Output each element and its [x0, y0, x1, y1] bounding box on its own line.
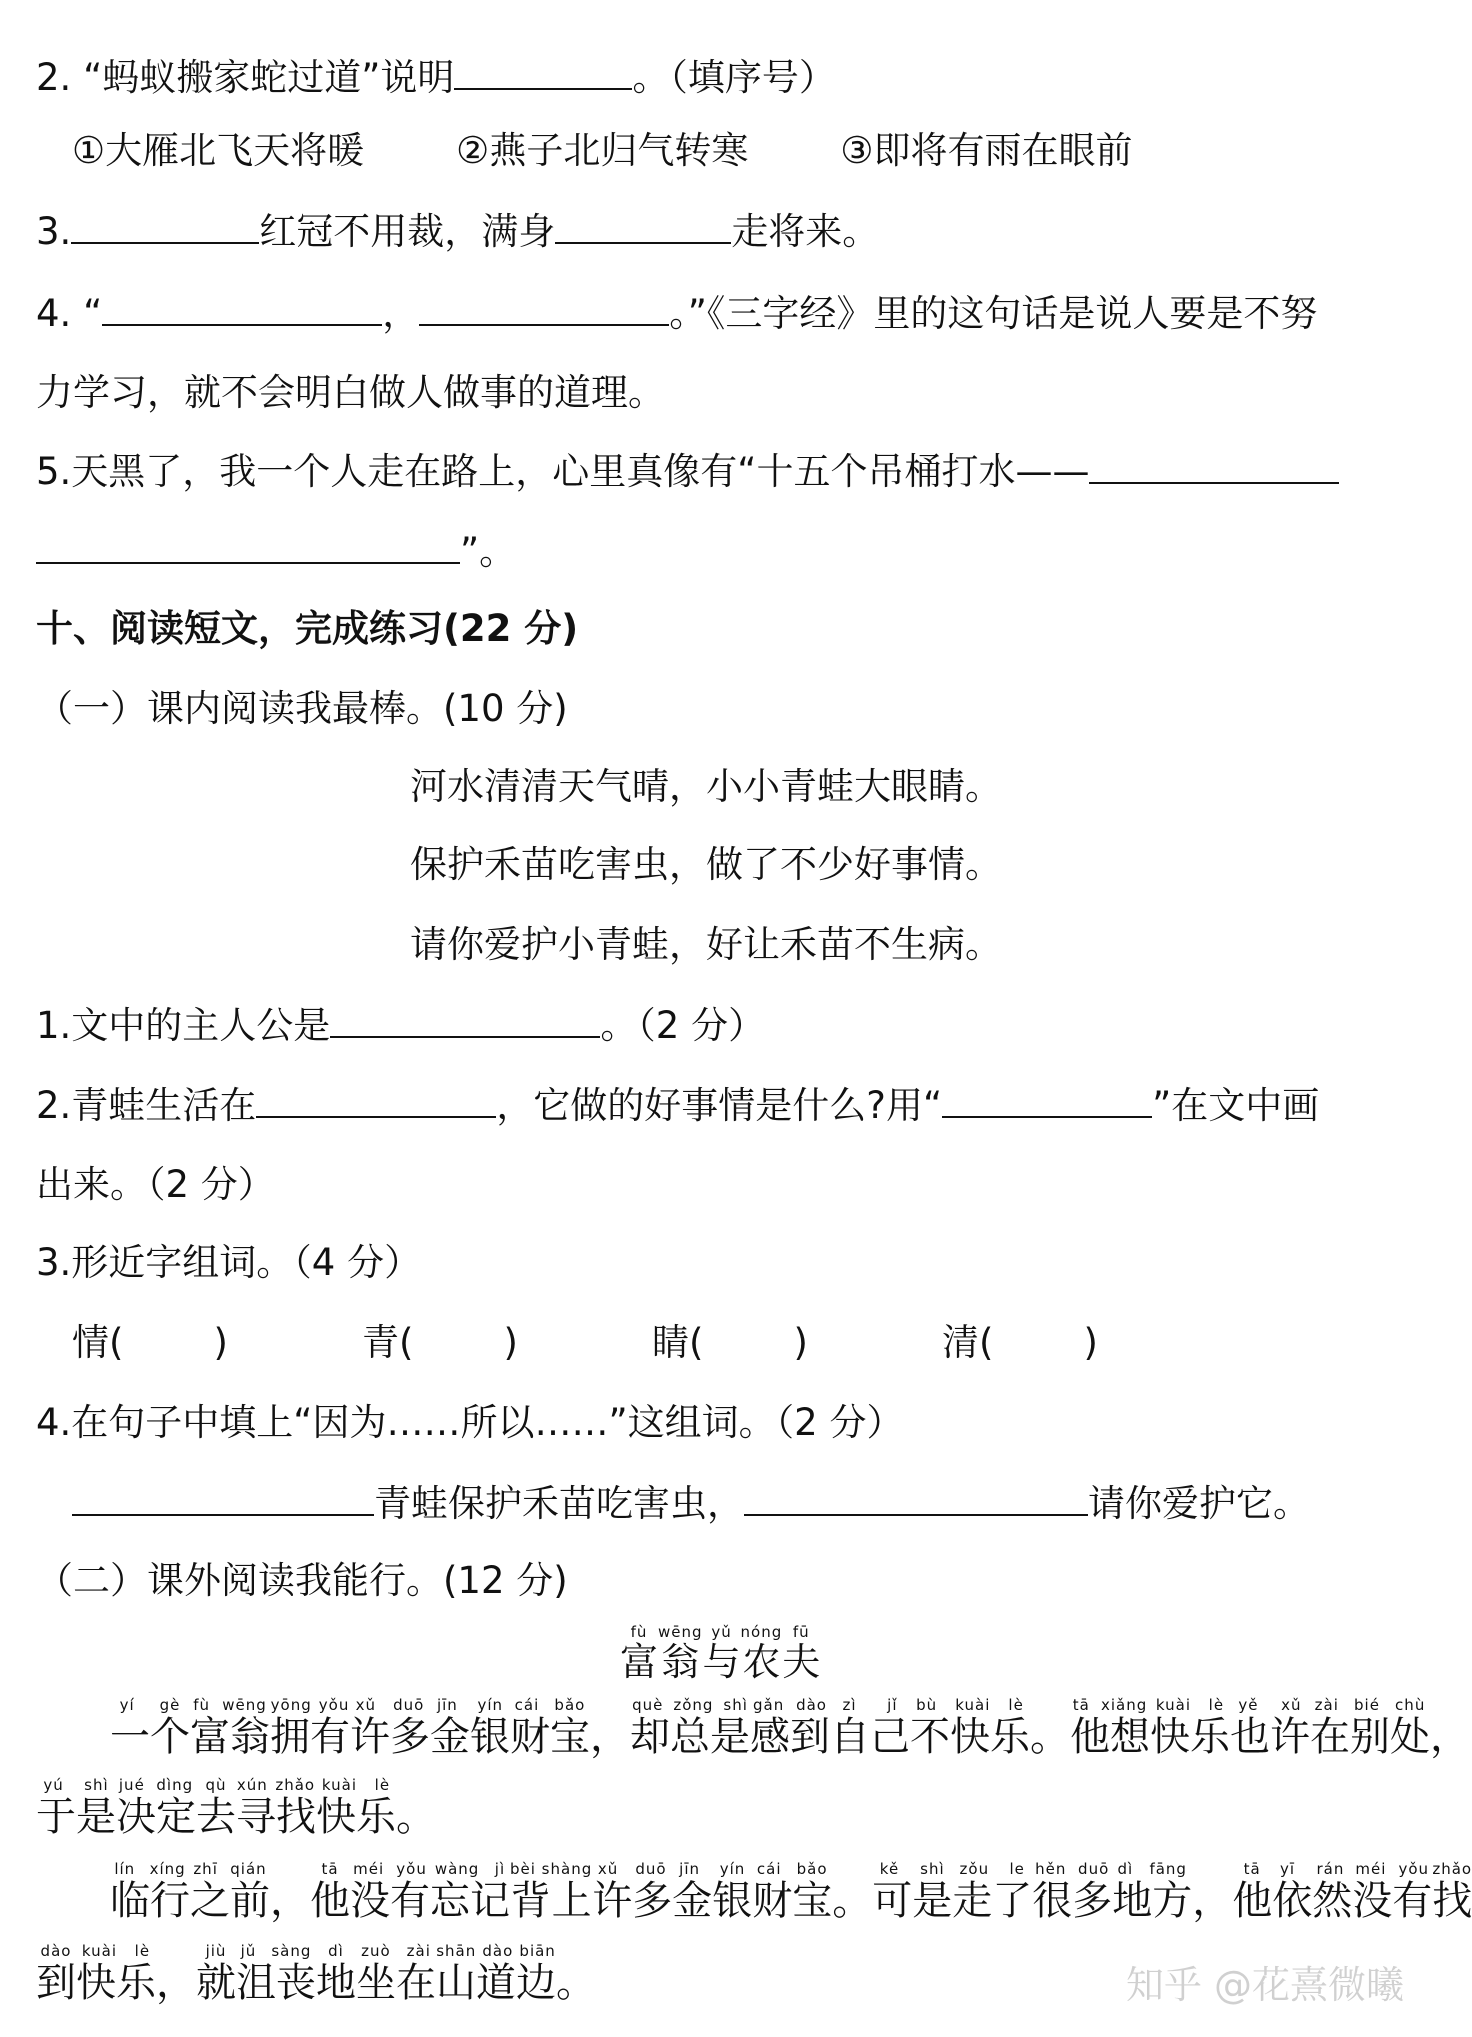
ruby-word: 地方dì fāng	[1112, 1860, 1193, 1924]
option-2: ②燕子北归气转寒	[456, 129, 749, 172]
answer-blank[interactable]	[454, 52, 632, 90]
ruby-word: 一个yí gè	[110, 1696, 190, 1760]
question-text: 2. “蚂蚁搬家蛇过道”说明	[36, 56, 455, 99]
pinyin: zài bié chù	[1310, 1696, 1430, 1714]
pinyin: lín xíng	[110, 1860, 190, 1878]
ruby-word: 沮丧jǔ sàng	[236, 1942, 316, 2006]
answer-blank[interactable]	[744, 1478, 1088, 1516]
pinyin: kuài lè	[1150, 1696, 1230, 1714]
question-text: 走将来。	[731, 210, 880, 253]
pinyin: fū	[782, 1623, 821, 1641]
ruby-word: 。	[556, 1960, 596, 2006]
word-item[interactable]: 情( )	[72, 1321, 228, 1364]
story-line	[36, 1776, 436, 1858]
ruby-word: 依然yī rán	[1272, 1860, 1353, 1924]
pinyin: fù wēng	[190, 1696, 270, 1714]
q10-3-line: 3.形近字组词。（4 分）	[36, 1241, 422, 1284]
pinyin: méi yǒu	[1352, 1860, 1433, 1878]
pinyin: yě xǔ	[1230, 1696, 1310, 1714]
pinyin: yǔ	[702, 1623, 741, 1641]
ruby-word: 快乐kuài lè	[76, 1942, 156, 2006]
ruby-word: 与yǔ	[702, 1623, 741, 1684]
pinyin: xún zhǎo	[236, 1776, 316, 1794]
pinyin: nóng	[740, 1623, 783, 1641]
ruby-word: 没有méi yǒu	[350, 1860, 430, 1924]
pinyin: tā	[1232, 1860, 1273, 1878]
pinyin: tā xiǎng	[1070, 1696, 1150, 1714]
ruby-word: 去qù	[196, 1776, 236, 1840]
pinyin: yōng yǒu	[270, 1696, 350, 1714]
question-text: 。（填序号）	[632, 56, 836, 99]
ruby-word: 财宝cái bǎo	[752, 1860, 833, 1924]
ruby-word: 翁wēng	[658, 1623, 703, 1684]
ruby-word: 快乐kuài lè	[1150, 1696, 1230, 1760]
q10-4-line: 4.在句子中填上“因为……所以……”这组词。（2 分）	[36, 1401, 904, 1444]
ruby-word: 于是yú shì	[36, 1776, 116, 1840]
ruby-word: 临行lín xíng	[110, 1860, 190, 1924]
pinyin: dì fāng	[1112, 1860, 1193, 1878]
pinyin	[270, 1860, 310, 1878]
pinyin: zhī qián	[190, 1860, 270, 1878]
section-heading: 十、阅读短文，完成练习(22 分)	[36, 607, 579, 650]
answer-blank[interactable]	[256, 1080, 496, 1118]
pinyin: wēng	[658, 1623, 703, 1641]
ruby-word: 决定jué dìng	[116, 1776, 196, 1840]
answer-blank[interactable]	[1089, 446, 1339, 484]
pinyin: cái bǎo	[752, 1860, 833, 1878]
ruby-word: ，	[270, 1878, 310, 1924]
question-text: 4. “	[36, 292, 103, 335]
pinyin	[832, 1860, 872, 1878]
q10-1-line	[36, 1000, 765, 1050]
q10-4-fill	[72, 1478, 1310, 1528]
ruby-word: 。	[832, 1878, 872, 1924]
poem-line: 请你爱护小青蛙，好让禾苗不生病。	[410, 923, 1002, 966]
ruby-word: 却总是què zǒng shì	[630, 1696, 750, 1760]
question-text: 红冠不用裁，满身	[259, 210, 556, 253]
answer-blank[interactable]	[419, 288, 669, 326]
word-item[interactable]: 睛( )	[652, 1321, 808, 1364]
ruby-word: 可是kě shì	[872, 1860, 953, 1924]
q9-2-line	[36, 52, 836, 102]
q9-3-line	[36, 206, 879, 256]
ruby-word: 背上bèi shàng	[510, 1860, 593, 1924]
pinyin: què zǒng shì	[630, 1696, 750, 1714]
q10-2-line2: 出来。（2 分）	[36, 1163, 275, 1206]
question-text: 请你爱护它。	[1088, 1482, 1310, 1525]
word-item[interactable]: 青( )	[362, 1321, 518, 1364]
poem-line: 河水清清天气晴，小小青蛙大眼睛。	[410, 765, 1002, 808]
ruby-word: 没有méi yǒu	[1352, 1860, 1433, 1924]
answer-blank[interactable]	[102, 288, 382, 326]
word-item[interactable]: 清( )	[942, 1321, 1098, 1364]
subsection-heading: （一）课内阅读我最棒。(10 分)	[36, 687, 568, 730]
ruby-word: 许多xǔ duō	[350, 1696, 430, 1760]
pinyin: fù	[620, 1623, 659, 1641]
question-text: ”在文中画	[1152, 1084, 1320, 1127]
pinyin: méi yǒu	[350, 1860, 430, 1878]
pinyin: shān dào biān	[436, 1942, 556, 1960]
answer-blank[interactable]	[330, 1000, 600, 1038]
pinyin: zhǎo	[1432, 1860, 1472, 1878]
answer-blank[interactable]	[72, 1478, 374, 1516]
ruby-word: 也许yě xǔ	[1230, 1696, 1310, 1760]
pinyin: jīn yín	[672, 1860, 753, 1878]
pinyin: qù	[196, 1776, 236, 1794]
pinyin: yú shì	[36, 1776, 116, 1794]
q10-2-line	[36, 1080, 1319, 1130]
pinyin: zuò zài	[356, 1942, 436, 1960]
q9-4-line2: 力学习，就不会明白做人做事的道理。	[36, 371, 665, 414]
answer-blank[interactable]	[36, 526, 460, 564]
pinyin	[1192, 1860, 1232, 1878]
pinyin: jiù	[196, 1942, 236, 1960]
ruby-word: ，	[1192, 1878, 1232, 1924]
option-3: ③即将有雨在眼前	[840, 129, 1133, 172]
ruby-word: 很多hěn duō	[1032, 1860, 1113, 1924]
q9-5-line	[36, 446, 1339, 496]
ruby-word: 。	[1030, 1714, 1070, 1760]
q9-2-options	[72, 126, 1133, 176]
pinyin: kuài lè	[316, 1776, 396, 1794]
pinyin: wàng jì	[430, 1860, 510, 1878]
pinyin: kě shì	[872, 1860, 953, 1878]
pinyin: xǔ duō	[592, 1860, 673, 1878]
story-line	[110, 1696, 1470, 1778]
pinyin	[1030, 1696, 1070, 1714]
pinyin: jīn yín	[430, 1696, 510, 1714]
question-text: 青蛙保护禾苗吃害虫，	[374, 1482, 744, 1525]
ruby-word: 金银jīn yín	[672, 1860, 753, 1924]
pinyin: jǔ sàng	[236, 1942, 316, 1960]
ruby-word: ，	[1430, 1714, 1470, 1760]
pinyin: cái bǎo	[510, 1696, 590, 1714]
ruby-word: 快乐kuài lè	[316, 1776, 396, 1840]
ruby-word: 在别处zài bié chù	[1310, 1696, 1430, 1760]
pinyin: hěn duō	[1032, 1860, 1113, 1878]
question-text: 。”《三字经》里的这句话是说人要是不努	[669, 292, 1318, 335]
pinyin: dì	[316, 1942, 356, 1960]
pinyin: dào	[36, 1942, 76, 1960]
ruby-word: 农nóng	[740, 1623, 783, 1684]
ruby-word: 他tā	[1232, 1860, 1273, 1924]
question-text: 1.文中的主人公是	[36, 1004, 331, 1047]
ruby-word: 到dào	[36, 1942, 76, 2006]
ruby-word: 寻找xún zhǎo	[236, 1776, 316, 1840]
pinyin	[556, 1942, 596, 1960]
ruby-word: 拥有yōng yǒu	[270, 1696, 350, 1760]
pinyin: zì jǐ	[830, 1696, 910, 1714]
pinyin: bù kuài lè	[910, 1696, 1030, 1714]
story-title	[620, 1622, 820, 1702]
story-line	[36, 1942, 596, 2024]
ruby-word: ，	[590, 1714, 630, 1760]
ruby-word: 富fù	[620, 1623, 659, 1684]
ruby-word: 。	[396, 1794, 436, 1840]
question-text: 2.青蛙生活在	[36, 1084, 257, 1127]
pinyin: jué dìng	[116, 1776, 196, 1794]
ruby-word: 坐在zuò zài	[356, 1942, 436, 2006]
ruby-word: 财宝cái bǎo	[510, 1696, 590, 1760]
ruby-word: ，	[156, 1960, 196, 2006]
ruby-word: 之前zhī qián	[190, 1860, 270, 1924]
answer-blank[interactable]	[71, 206, 259, 244]
ruby-word: 忘记wàng jì	[430, 1860, 510, 1924]
story-line	[110, 1860, 1472, 1942]
ruby-word: 他想tā xiǎng	[1070, 1696, 1150, 1760]
ruby-word: 自己zì jǐ	[830, 1696, 910, 1760]
ruby-word: 许多xǔ duō	[592, 1860, 673, 1924]
answer-blank[interactable]	[555, 206, 731, 244]
ruby-word: 山道边shān dào biān	[436, 1942, 556, 2006]
pinyin: zǒu le	[952, 1860, 1033, 1878]
watermark: 知乎 @花熹微曦	[1125, 1963, 1404, 2007]
pinyin: xǔ duō	[350, 1696, 430, 1714]
pinyin: tā	[310, 1860, 350, 1878]
pinyin	[1430, 1696, 1470, 1714]
question-text: ，	[382, 292, 420, 335]
q9-5-line2	[36, 526, 516, 576]
poem-line: 保护禾苗吃害虫，做了不少好事情。	[410, 843, 1002, 886]
q9-4-line	[36, 288, 1317, 338]
ruby-word: 走了zǒu le	[952, 1860, 1033, 1924]
ruby-word: 夫fū	[782, 1623, 821, 1684]
question-text: ”。	[460, 530, 517, 573]
question-text: 3.	[36, 210, 72, 253]
ruby-word: 金银jīn yín	[430, 1696, 510, 1760]
ruby-word: 不快乐bù kuài lè	[910, 1696, 1030, 1760]
question-text: 5.天黑了，我一个人走在路上，心里真像有“十五个吊桶打水——	[36, 450, 1090, 493]
question-text: 。（2 分）	[600, 1004, 766, 1047]
answer-blank[interactable]	[942, 1080, 1152, 1118]
subsection-heading: （二）课外阅读我能行。(12 分)	[36, 1559, 568, 1602]
pinyin: gǎn dào	[750, 1696, 830, 1714]
ruby-word: 地dì	[316, 1942, 356, 2006]
question-text: ，它做的好事情是什么?用“	[496, 1084, 943, 1127]
pinyin: yí gè	[110, 1696, 190, 1714]
pinyin: kuài lè	[76, 1942, 156, 1960]
pinyin	[590, 1696, 630, 1714]
pinyin	[156, 1942, 196, 1960]
option-1: ①大雁北飞天将暖	[72, 129, 365, 172]
pinyin: bèi shàng	[510, 1860, 593, 1878]
ruby-word: 找zhǎo	[1432, 1860, 1472, 1924]
ruby-word: 富翁fù wēng	[190, 1696, 270, 1760]
pinyin	[396, 1776, 436, 1794]
ruby-word: 他tā	[310, 1860, 350, 1924]
q10-3-words	[72, 1318, 1122, 1368]
pinyin: yī rán	[1272, 1860, 1353, 1878]
ruby-word: 感到gǎn dào	[750, 1696, 830, 1760]
ruby-word: 就jiù	[196, 1942, 236, 2006]
